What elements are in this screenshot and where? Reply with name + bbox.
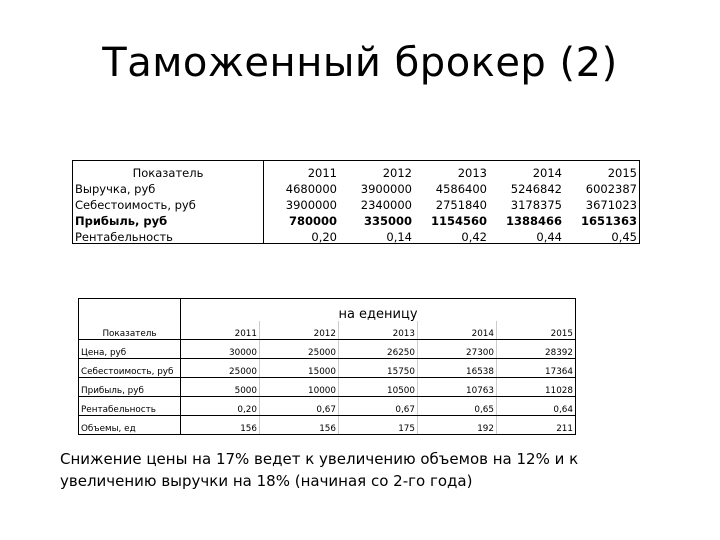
table-cell: 3900000 — [285, 197, 337, 212]
table-cell: 1651363 — [564, 211, 640, 227]
header-year-2014: 2014 — [418, 321, 497, 340]
row-label: Рентабельность — [79, 397, 181, 416]
header-year-2013: 2013 — [339, 321, 418, 340]
table-row — [79, 359, 576, 378]
table-row — [73, 179, 640, 195]
row-label: Прибыль, руб — [73, 211, 264, 227]
table-cell: 0,67 — [339, 397, 418, 416]
table-cell: 3900000 — [360, 181, 412, 196]
header-year-2011: 2011 — [181, 321, 260, 340]
table-row — [79, 340, 576, 359]
table-cell: 0,44 — [489, 227, 564, 244]
table-cell: 0,20 — [264, 227, 340, 244]
table-cell: 27300 — [418, 340, 497, 359]
table-cell: 2340000 — [360, 197, 412, 212]
row-label: Рентабельность — [73, 227, 264, 244]
row-label: Себестоимость, руб — [79, 359, 181, 378]
table-caption-row — [79, 299, 576, 322]
table-cell: 780000 — [288, 213, 337, 228]
table-cell: 16538 — [418, 359, 497, 378]
header-year-2012: 2012 — [260, 321, 339, 340]
row-label: Объемы, ед — [79, 416, 181, 435]
conclusion-note: Снижение цены на 17% ведет к увеличению объемов на 12% и к увеличению выручки на 18% (начиная со 2-го года) — [60, 450, 579, 490]
row-label: Выручка, руб — [73, 179, 264, 195]
table-cell: 0,20 — [181, 397, 260, 416]
row-label: Цена, руб — [79, 340, 181, 359]
table-cell: 0,67 — [260, 397, 339, 416]
per-unit-caption: на еденицу — [181, 299, 576, 322]
table-cell: 0,45 — [564, 227, 640, 244]
table-cell: 17364 — [497, 359, 576, 378]
table-cell: 15750 — [339, 359, 418, 378]
table-cell: 0,65 — [418, 397, 497, 416]
table-cell: 28392 — [497, 340, 576, 359]
table-cell: 156 — [260, 416, 339, 435]
table-row — [79, 416, 576, 435]
table-cell: 1154560 — [430, 213, 487, 228]
table-row — [73, 195, 640, 211]
table-cell: 4680000 — [285, 181, 337, 196]
header-indicator: Показатель — [73, 161, 264, 180]
table-cell: 1388466 — [505, 213, 562, 228]
table-header-row — [79, 321, 576, 340]
table-cell: 11028 — [497, 378, 576, 397]
table-cell: 0,64 — [497, 397, 576, 416]
table-cell: 0,14 — [339, 227, 414, 244]
header-year-2013: 2013 — [414, 161, 489, 180]
table-cell: 335000 — [363, 213, 412, 228]
per-unit-table — [78, 298, 576, 435]
table-cell: 10500 — [339, 378, 418, 397]
table-cell: 192 — [418, 416, 497, 435]
header-year-2015: 2015 — [497, 321, 576, 340]
table-cell: 4586400 — [435, 181, 487, 196]
table-cell: 30000 — [181, 340, 260, 359]
table-cell: 15000 — [260, 359, 339, 378]
table-cell: 156 — [181, 416, 260, 435]
annual-financials-table — [72, 160, 640, 244]
table-cell: 5000 — [181, 378, 260, 397]
slide-title: Таможенный брокер (2) — [102, 40, 618, 86]
table-header-row — [73, 161, 640, 180]
table-row — [79, 378, 576, 397]
caption-spacer — [79, 299, 181, 322]
header-year-2012: 2012 — [339, 161, 414, 180]
table-row — [73, 227, 640, 244]
header-year-2014: 2014 — [489, 161, 564, 180]
table-cell: 3178375 — [510, 197, 562, 212]
table-cell: 25000 — [260, 340, 339, 359]
header-indicator: Показатель — [79, 321, 181, 340]
table-cell: 10000 — [260, 378, 339, 397]
table-cell: 10763 — [418, 378, 497, 397]
row-label: Себестоимость, руб — [73, 195, 264, 211]
table-cell: 3671023 — [564, 195, 640, 211]
table-row — [73, 211, 640, 227]
table-cell: 6002387 — [564, 179, 640, 195]
table-row — [79, 397, 576, 416]
header-year-2015: 2015 — [564, 161, 640, 180]
table-cell: 0,42 — [414, 227, 489, 244]
row-label: Прибыль, руб — [79, 378, 181, 397]
table-cell: 26250 — [339, 340, 418, 359]
table-cell: 5246842 — [510, 181, 562, 196]
table-cell: 25000 — [181, 359, 260, 378]
table-cell: 211 — [497, 416, 576, 435]
header-year-2011: 2011 — [264, 161, 340, 180]
table-cell: 2751840 — [435, 197, 487, 212]
table-cell: 175 — [339, 416, 418, 435]
